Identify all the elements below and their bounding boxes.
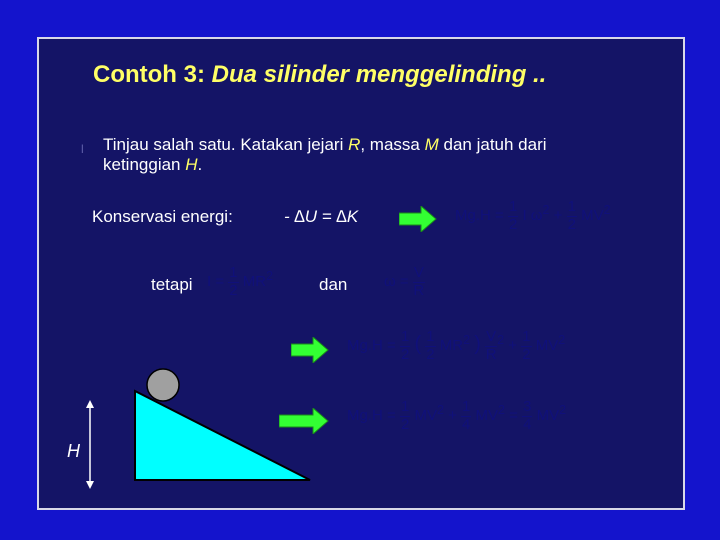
rolling-cylinder (147, 369, 179, 401)
eq3-c: MV (536, 406, 560, 424)
incline-ramp (135, 391, 310, 480)
eq1-half-b-num: 1 (567, 198, 576, 215)
eq2-v: V (486, 328, 497, 345)
eq1-half-a-num: 1 (508, 198, 518, 215)
bullet-text-1: Tinjau salah satu. Katakan jejari (103, 135, 349, 154)
bullet-text-3: dan jatuh dari (438, 135, 547, 154)
bullet-text-4: ketinggian (103, 155, 186, 174)
inertia-rhs: MR (242, 272, 267, 290)
eq2-half-b-num: 1 (426, 328, 435, 345)
var-h: H (185, 155, 198, 174)
eq1-sup-b: 2 (603, 202, 611, 217)
eq3-quarter-den: 4 (462, 415, 471, 433)
eq1-sup-a: 2 (542, 202, 550, 217)
slide-panel (37, 37, 685, 510)
eq1-half-b-den: 2 (567, 215, 576, 233)
inertia-sup: 2 (266, 268, 274, 283)
eq1-rhs-b: MV (581, 206, 604, 224)
eq2-mv: MV (535, 336, 559, 354)
eq3-lhs: Mg.H = (347, 406, 396, 424)
eq3-sup-b: 2 (498, 402, 505, 417)
eq2-sup-mv: 2 (558, 332, 566, 347)
dan-label: dan (319, 275, 348, 294)
height-label: H (67, 441, 80, 461)
inertia-half-den: 2 (229, 281, 238, 299)
eq2-r: R (485, 345, 497, 363)
conservation-label: Konservasi energi: (92, 207, 233, 226)
eq2-plus: + (508, 336, 518, 354)
omega-lhs: ω = (384, 272, 409, 290)
omega-num: V (413, 264, 424, 281)
eq2-half-a-num: 1 (400, 328, 410, 345)
eq3-half-den: 2 (400, 415, 410, 433)
eq2-sup-v: 2 (497, 332, 505, 347)
eq2-half-a-den: 2 (400, 345, 410, 363)
bullet-text-5: . (197, 155, 203, 174)
omega-den: R (413, 281, 425, 299)
eq1-rhs-a: I ω (522, 206, 543, 224)
incline-diagram (39, 39, 683, 508)
eq1-lhs: Mg.H = (455, 206, 504, 224)
eq2-paren-close: ) (474, 332, 481, 355)
tetapi-label: tetapi (151, 275, 193, 294)
eq2-sup-a: 2 (463, 332, 471, 347)
conservation-equation: - ∆U = ∆K (284, 207, 359, 226)
var-m: M (424, 135, 439, 154)
var-r: R (348, 135, 361, 154)
eq1-plus: + (553, 206, 563, 224)
eq3-sup-c: 2 (559, 402, 567, 417)
eq3-a: MV (414, 406, 437, 424)
title-prefix: Contoh 3: (93, 61, 205, 88)
eq2-half-c-den: 2 (522, 345, 531, 363)
height-arrow-up-icon (86, 400, 94, 408)
eq3-quarter-num: 1 (462, 398, 471, 415)
eq2-paren-open: ( (414, 332, 422, 355)
eq3-eq: = (509, 406, 518, 424)
eq3-threequarter-num: 3 (523, 398, 532, 415)
eq2-half-b-den: 2 (426, 345, 435, 363)
eq3-half-num: 1 (400, 398, 410, 415)
inertia-lhs: I = (207, 272, 225, 290)
inertia-half-num: 1 (229, 264, 238, 281)
eq2-lhs: Mg.H = (347, 336, 396, 354)
height-arrow-down-icon (86, 481, 94, 489)
bullet-text-2: , massa (360, 135, 425, 154)
eq3-plus: + (448, 406, 457, 424)
eq3-sup-a: 2 (436, 402, 444, 417)
eq3-threequarter-den: 4 (523, 415, 532, 433)
eq3-b: MV (475, 406, 499, 424)
eq2-part-a: MR (439, 336, 464, 354)
title-rest: Dua silinder menggelinding .. (204, 61, 547, 88)
eq2-half-c-num: 1 (522, 328, 531, 345)
eq1-half-a-den: 2 (508, 215, 518, 233)
bullet-marker: l (81, 142, 84, 156)
